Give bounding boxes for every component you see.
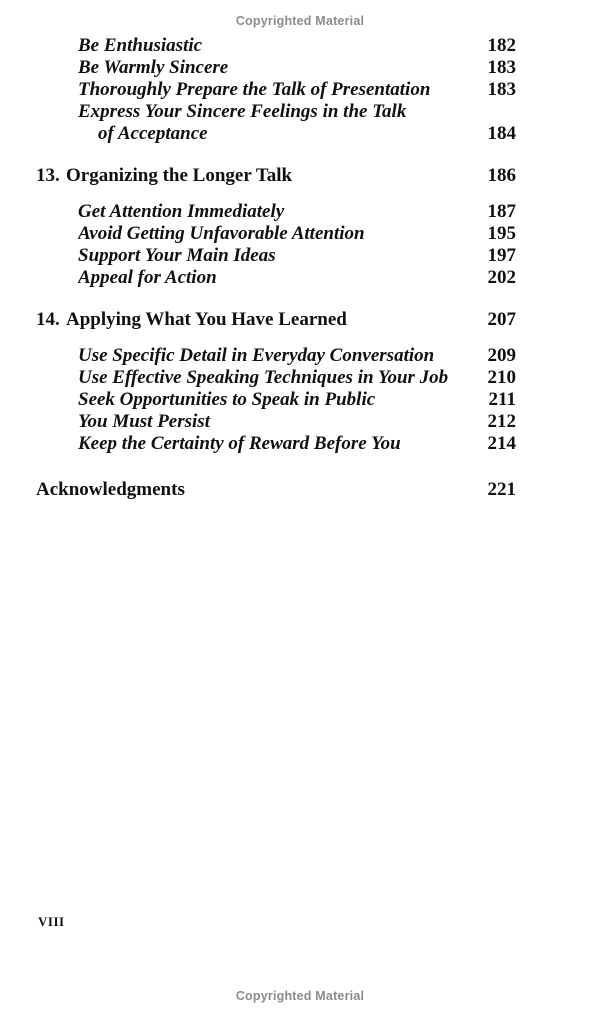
toc-entry: [36, 223, 516, 245]
toc-entry: [36, 345, 516, 367]
toc-entry: [36, 411, 516, 433]
toc-entry-page: 214: [487, 433, 516, 454]
toc-entry-page: 209: [487, 345, 516, 366]
toc-entry-title: Express Your Sincere Feelings in the Talk: [78, 101, 407, 122]
copyright-notice-bottom: Copyrighted Material: [235, 989, 365, 1003]
toc-entry-title: Applying What You Have Learned: [66, 309, 347, 330]
toc-entry-page: 210: [487, 367, 516, 388]
toc-entry-page: 183: [487, 57, 516, 78]
toc-entry: [36, 267, 516, 289]
toc-entry-title: Support Your Main Ideas: [78, 245, 276, 266]
toc-entry-title: You Must Persist: [78, 411, 210, 432]
toc-entry: [36, 57, 516, 79]
toc-entry-title: Be Warmly Sincere: [78, 57, 229, 78]
toc-entry: [36, 367, 516, 389]
toc-entry-page: 211: [488, 389, 516, 410]
toc-entry: [36, 201, 516, 223]
toc-entry-page: 207: [487, 309, 516, 330]
toc-entry-title: Use Specific Detail in Everyday Conversation: [78, 345, 435, 366]
toc-entry: [36, 245, 516, 267]
copyright-notice-top: Copyrighted Material: [235, 14, 365, 28]
toc-entry-page: 187: [487, 201, 516, 222]
toc-entry-page: 202: [487, 267, 516, 288]
toc-entry-page: 184: [487, 123, 516, 144]
folio-page-number: VIII: [38, 914, 65, 929]
toc-entry: [36, 101, 516, 123]
toc-chapter-entry: [36, 165, 516, 187]
toc-entry-page: 195: [487, 223, 516, 244]
toc-entry-title: Use Effective Speaking Techniques in Your Job: [78, 367, 449, 388]
toc-entry-title: Seek Opportunities to Speak in Public: [78, 389, 376, 410]
toc-entry-title: Get Attention Immediately: [78, 201, 285, 222]
toc-entry-title: Appeal for Action: [78, 267, 217, 288]
toc-chapter-entry: [36, 309, 516, 331]
toc-entry-title: Keep the Certainty of Reward Before You: [78, 433, 401, 454]
toc-entry-page: 212: [487, 411, 516, 432]
toc-entry-title: of Acceptance: [98, 123, 208, 144]
table-of-contents: [36, 35, 516, 501]
toc-entry: [36, 433, 516, 455]
toc-entry-page: 186: [487, 165, 516, 186]
toc-entry-title: Thoroughly Prepare the Talk of Presentation: [78, 79, 431, 100]
toc-entry-title: Be Enthusiastic: [78, 35, 203, 56]
toc-section-entry: [36, 479, 516, 501]
toc-entry-page: 221: [487, 479, 516, 500]
toc-entry-page: 183: [487, 79, 516, 100]
chapter-number: 14.: [36, 309, 60, 330]
chapter-number: 13.: [36, 165, 60, 186]
toc-entry: [36, 79, 516, 101]
toc-entry-page: 182: [487, 35, 516, 56]
toc-entry-continuation: [36, 123, 516, 145]
toc-entry-page: 197: [487, 245, 516, 266]
toc-entry: [36, 389, 516, 411]
toc-entry-title: Avoid Getting Unfavorable Attention: [78, 223, 365, 244]
toc-entry: [36, 35, 516, 57]
toc-entry-title: Organizing the Longer Talk: [66, 165, 293, 186]
toc-entry-title: Acknowledgments: [36, 479, 185, 500]
